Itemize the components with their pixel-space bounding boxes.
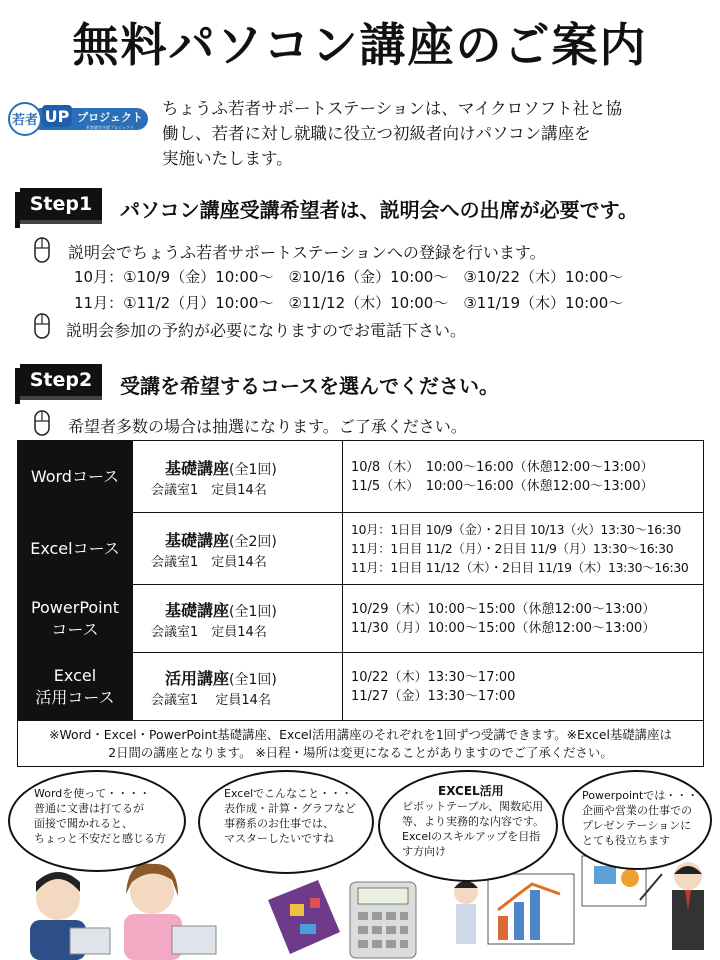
step2-badge-label: Step2 [20,364,102,396]
speech-bubble-excel: Excelでこんなこと・・・ 表作成・計算・グラフなど 事務系のお仕事では、 マスターしたいですね [198,770,374,874]
mouse-icon [34,237,50,263]
speech-bubble-excel-advanced: EXCEL活用 ピボットテーブル、関数応用 等、より実務的な内容です。 Excelのスキルアップを目指 す方向け [378,770,558,882]
step1-badge-label: Step1 [20,188,102,220]
course-kind: 基礎講座(全1回) 会議室1 定員14名 [133,585,343,653]
svg-text:若者就労支援プロジェクト: 若者就労支援プロジェクト [86,125,134,130]
step2-line1: 希望者多数の場合は抽選になります。ご了承ください。 [68,417,467,436]
student-illustration [30,864,216,960]
course-kind: 活用講座(全1回) 会議室1 定員14名 [133,653,343,721]
chart-presenter-illustration [454,874,574,944]
course-name: PowerPoint コース [18,585,133,653]
course-dates: 10/29（木）10:00～15:00（休憩12:00～13:00） 11/30（月）10:00～15:00（休憩12:00～13:00） [343,585,704,653]
svg-text:プロジェクト: プロジェクト [77,111,143,124]
course-name: Excelコース [18,513,133,585]
step1-line2: 説明会参加の予約が必要になりますのでお電話下さい。 [66,321,467,340]
course-name: Wordコース [18,441,133,513]
calculator-illustration [350,882,416,958]
schedule-nov: 11月：①11/2（月）10:00～ ②11/12（木）10:00～ ③11/19（木）10:00～ [74,294,624,312]
step2-badge [12,364,104,404]
mouse-icon [34,410,50,436]
schedule-oct: 10月：①10/9（金）10:00～ ②10/16（金）10:00～ ③10/22（木）10:00～ [74,268,624,286]
course-row-excel-advanced [18,653,704,721]
course-dates: 10/22（木）13:30～17:00 11/27（金）13:30～17:00 [343,653,704,721]
intro-line: 実施いたします。 [162,149,293,168]
intro-line: 働し、若者に対し就職に役立つ初級者向けパソコン講座を [162,124,591,143]
course-table [17,440,704,767]
svg-text:UP: UP [44,107,70,126]
speech-bubble-powerpoint: Powerpointでは・・・ 企画や営業の仕事での プレゼンテーションに とても役立ちます [562,770,712,870]
course-note-row [18,721,704,767]
step1-line1: 説明会でちょうふ若者サポートステーションへの登録を行います。 [68,243,546,262]
course-dates: 10月：1日目 10/9（金）・2日目 10/13（火）13:30～16:30 11月：1日目 11/2（月）・2日目 11/9（月）13:30～16:30 11月：1日目 11/12（木）・2日目 11/19（木）13:30～16:30 [343,513,704,585]
step2-heading: 受講を希望するコースを選んでください。 [120,374,499,398]
course-row-word [18,441,704,513]
intro-line: ちょうふ若者サポートステーションは、マイクロソフト社と協 [162,99,623,118]
step1-heading: パソコン講座受講希望者は、説明会への出席が必要です。 [120,198,638,222]
course-dates: 10/8（木） 10:00～16:00（休憩12:00～13:00） 11/5（木） 10:00～16:00（休憩12:00～13:00） [343,441,704,513]
course-kind: 基礎講座(全2回) 会議室1 定員14名 [133,513,343,585]
course-row-excel [18,513,704,585]
intro-text [162,96,702,171]
svg-text:若者: 若者 [11,113,39,128]
mouse-icon [34,313,50,339]
course-note: ※Word・Excel・PowerPoint基礎講座、Excel活用講座のそれぞれを1回ずつ受講できます。※Excel基礎講座は 2日間の講座となります。 ※日程・場所は変更になることがありますのでご了承ください。 [18,721,704,767]
businessman-illustration [582,856,704,950]
speech-bubble-word: Wordを使って・・・・ 普通に文書は打てるが 面接で聞かれると、 ちょっと不安だと感じる方 [8,770,186,872]
circuit-board-illustration [268,880,340,954]
course-kind: 基礎講座(全1回) 会議室1 定員14名 [133,441,343,513]
step1-badge [12,188,104,228]
page-title: 無料パソコン講座のご案内 [72,18,648,72]
course-row-powerpoint [18,585,704,653]
course-name: Excel 活用コース [18,653,133,721]
wakamono-up-project-logo [8,102,150,136]
